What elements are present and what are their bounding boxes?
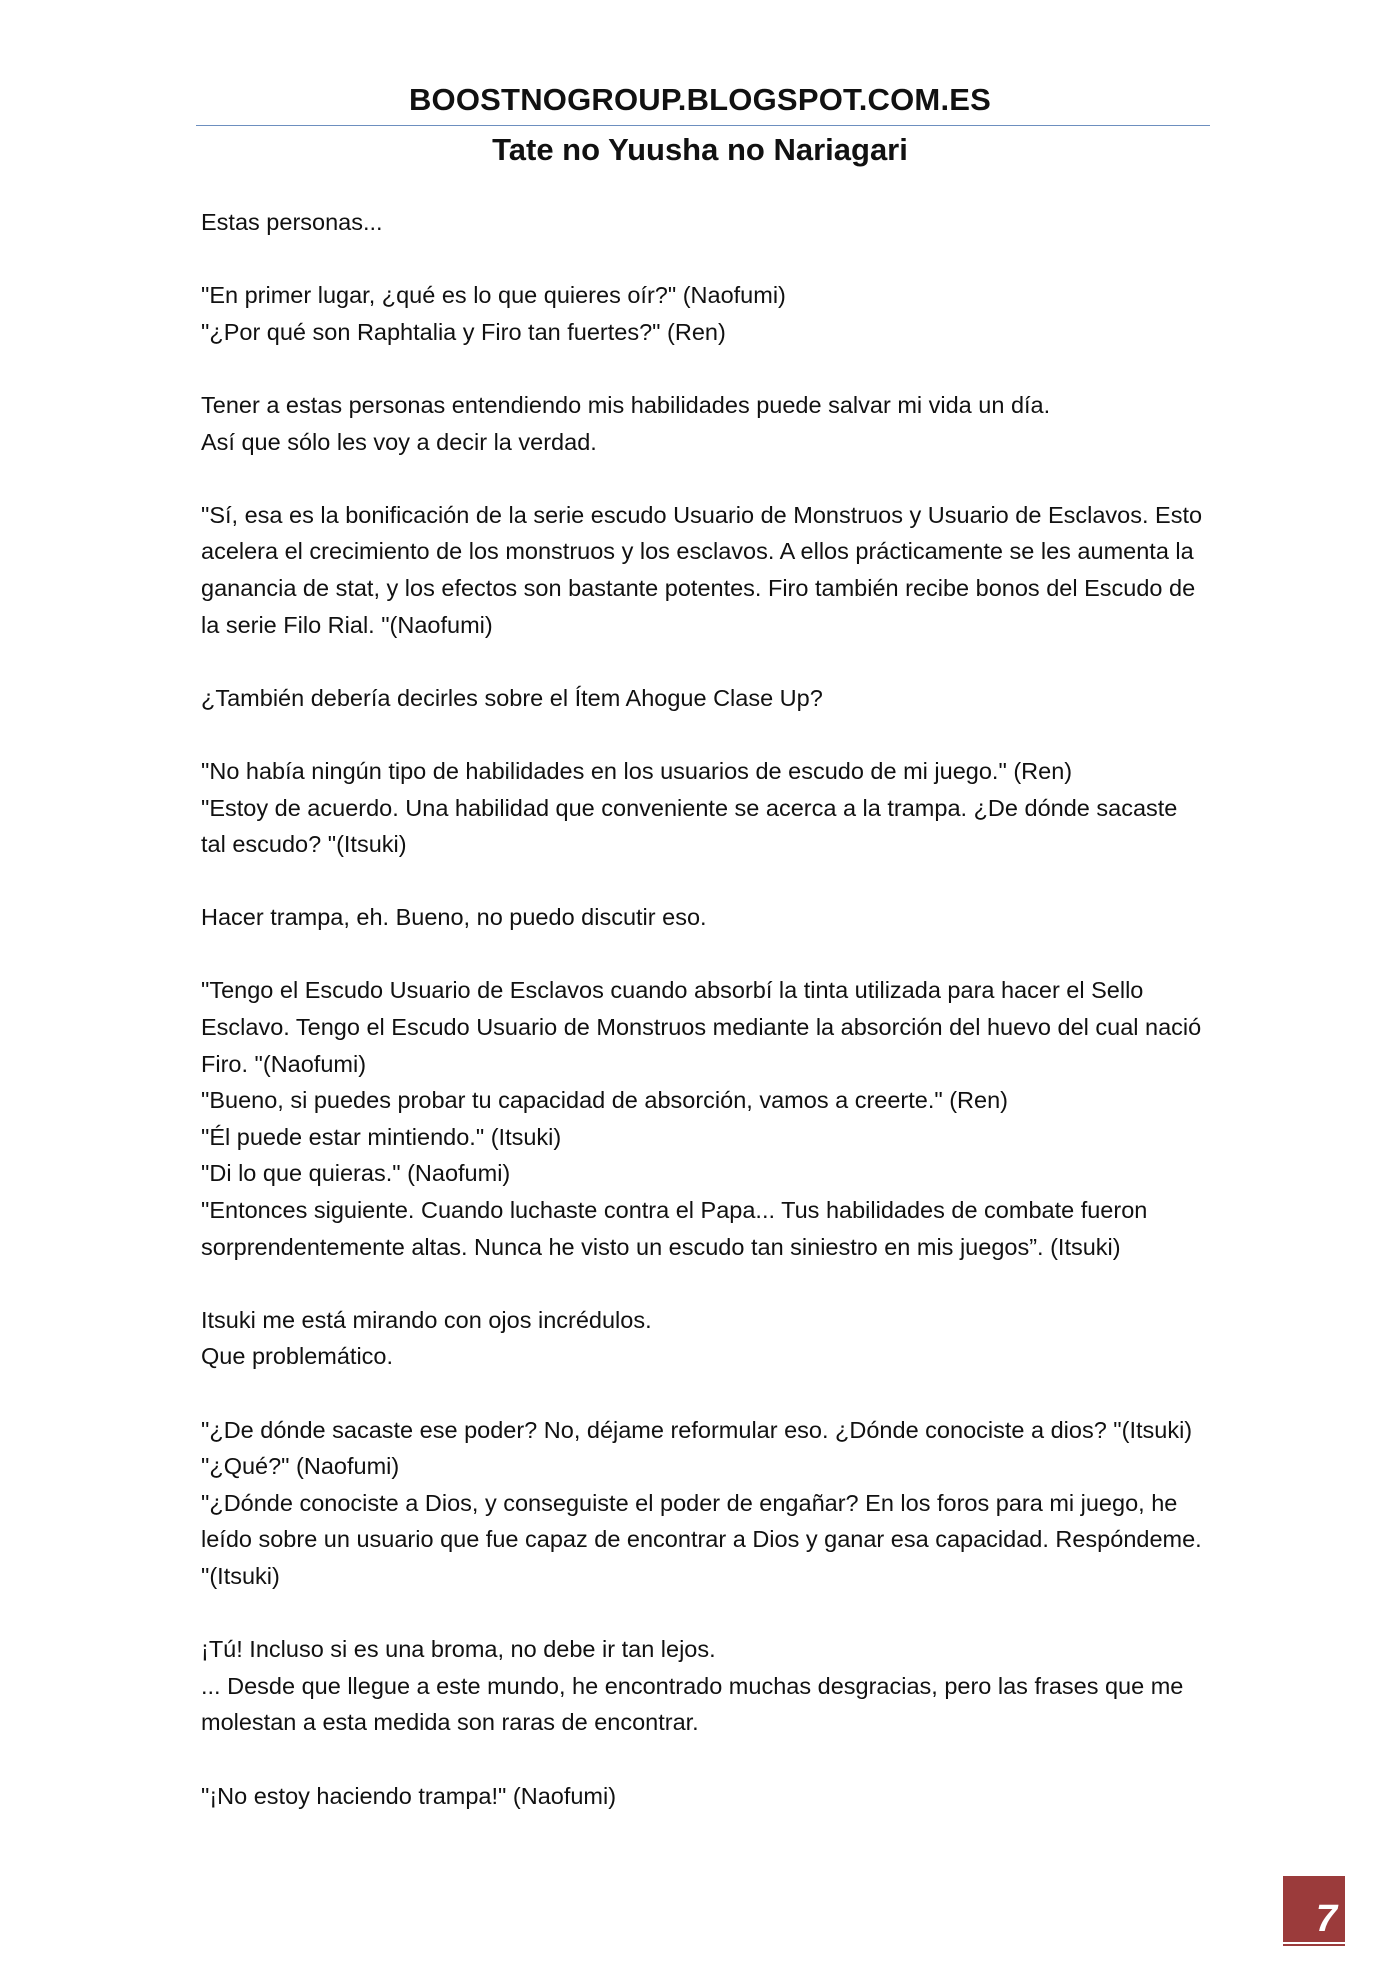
blank-line	[201, 863, 1211, 900]
text-line: Así que sólo les voy a decir la verdad.	[201, 428, 597, 455]
blank-line	[201, 716, 1211, 753]
text-line: leído sobre un usuario que fue capaz de encontrar a Dios y ganar esa capacidad. Respóndeme.	[201, 1526, 1202, 1553]
text-line: "Estoy de acuerdo. Una habilidad que conveniente se acerca a la trampa. ¿De dónde sacaste	[201, 794, 1178, 821]
blank-line	[201, 936, 1211, 973]
text-line: Tener a estas personas entendiendo mis habilidades puede salvar mi vida un día.	[201, 391, 1051, 418]
text-line: "¿De dónde sacaste ese poder? No, déjame reformular eso. ¿Dónde conociste a dios? "(Itsuki)	[201, 1416, 1193, 1443]
blank-line	[201, 1265, 1211, 1302]
text-line: molestan a esta medida son raras de encontrar.	[201, 1709, 699, 1736]
text-line: Que problemático.	[201, 1343, 394, 1370]
text-line: Esclavo. Tengo el Escudo Usuario de Monstruos mediante la absorción del huevo del cual nació	[201, 1014, 1202, 1041]
text-line: la serie Filo Rial. "(Naofumi)	[201, 611, 493, 638]
text-line: "¿Qué?" (Naofumi)	[201, 1453, 400, 1480]
blank-line	[201, 1595, 1211, 1632]
text-line: "(Itsuki)	[201, 1562, 280, 1589]
text-line: "Tengo el Escudo Usuario de Esclavos cuando absorbí la tinta utilizada para hacer el Sello	[201, 977, 1144, 1004]
text-line: sorprendentemente altas. Nunca he visto un escudo tan siniestro en mis juegos”. (Itsuki)	[201, 1233, 1121, 1260]
blank-line	[201, 241, 1211, 278]
text-line: "Di lo que quieras." (Naofumi)	[201, 1160, 511, 1187]
text-line: acelera el crecimiento de los monstruos y los esclavos. A ellos prácticamente se les aumenta la	[201, 538, 1194, 565]
blank-line	[201, 460, 1211, 497]
blank-line	[201, 350, 1211, 387]
page-number-underline	[1283, 1942, 1345, 1944]
header-divider	[196, 125, 1210, 126]
text-line: tal escudo? "(Itsuki)	[201, 831, 407, 858]
text-line: ... Desde que llegue a este mundo, he encontrado muchas desgracias, pero las frases que me	[201, 1672, 1184, 1699]
page-header-site: BOOSTNOGROUP.BLOGSPOT.COM.ES	[408, 82, 992, 117]
text-line: "Bueno, si puedes probar tu capacidad de absorción, vamos a creerte." (Ren)	[201, 1087, 1008, 1114]
page-number-box	[1283, 1876, 1345, 1946]
text-line: "En primer lugar, ¿qué es lo que quieres oír?" (Naofumi)	[201, 282, 786, 309]
text-line: ¿También debería decirles sobre el Ítem Ahogue Clase Up?	[201, 684, 823, 711]
page-number: 7	[1315, 1898, 1337, 1940]
text-line: Firo. "(Naofumi)	[201, 1050, 367, 1077]
body-text	[201, 204, 1211, 1814]
blank-line	[201, 643, 1211, 680]
text-line: "¿Por qué son Raphtalia y Firo tan fuertes?" (Ren)	[201, 318, 726, 345]
text-line: Hacer trampa, eh. Bueno, no puedo discutir eso.	[201, 904, 707, 931]
blank-line	[201, 1741, 1211, 1778]
text-line: "Sí, esa es la bonificación de la serie escudo Usuario de Monstruos y Usuario de Esclavos. Esto	[201, 501, 1203, 528]
text-line: "No había ningún tipo de habilidades en los usuarios de escudo de mi juego." (Ren)	[201, 757, 1073, 784]
text-line: "¡No estoy haciendo trampa!" (Naofumi)	[201, 1782, 617, 1809]
page-header-title: Tate no Yuusha no Nariagari	[492, 132, 908, 167]
text-line: ganancia de stat, y los efectos son bastante potentes. Firo también recibe bonos del Escudo de	[201, 574, 1196, 601]
text-line: Estas personas...	[201, 209, 383, 235]
text-line: Itsuki me está mirando con ojos incrédulos.	[201, 1306, 652, 1333]
text-line: "Él puede estar mintiendo." (Itsuki)	[201, 1123, 562, 1150]
blank-line	[201, 1375, 1211, 1412]
text-line: "Entonces siguiente. Cuando luchaste contra el Papa... Tus habilidades de combate fueron	[201, 1197, 1148, 1224]
text-line: ¡Tú! Incluso si es una broma, no debe ir tan lejos.	[201, 1636, 716, 1663]
text-line: "¿Dónde conociste a Dios, y conseguiste el poder de engañar? En los foros para mi juego, he	[201, 1489, 1178, 1516]
